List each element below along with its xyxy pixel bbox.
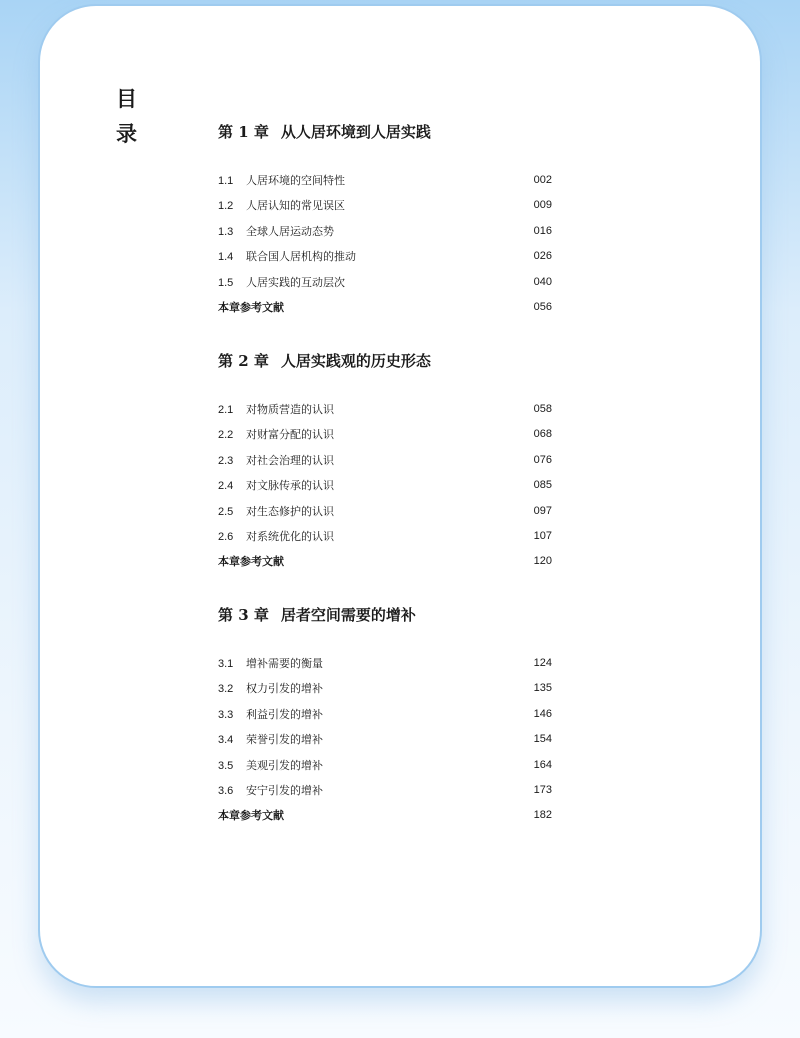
toc-entry[interactable] bbox=[218, 193, 558, 218]
page-number: 076 bbox=[533, 453, 552, 466]
chapter-name: 居者空间需要的增补 bbox=[280, 606, 416, 624]
page-number: 056 bbox=[533, 300, 552, 313]
toc-heading-char-2: 录 bbox=[116, 122, 137, 146]
section-title: 安宁引发的增补 bbox=[246, 783, 323, 797]
section-title: 对物质营造的认识 bbox=[246, 403, 334, 416]
references-title: 本章参考文献 bbox=[218, 300, 284, 314]
page-number: 026 bbox=[533, 250, 552, 263]
toc-entry[interactable] bbox=[218, 499, 558, 524]
section-number: 2.3 bbox=[218, 454, 234, 467]
section-title: 人居环境的空间特性 bbox=[246, 174, 345, 187]
toc-entry[interactable] bbox=[218, 702, 558, 727]
page-number: 085 bbox=[533, 479, 552, 492]
page-number: 124 bbox=[533, 657, 552, 669]
section-number: 1.2 bbox=[218, 200, 234, 213]
section-number: 2.5 bbox=[218, 505, 234, 518]
page-number: 107 bbox=[533, 529, 552, 542]
toc-entry-references[interactable] bbox=[218, 549, 558, 574]
toc-entry[interactable] bbox=[218, 727, 558, 752]
toc-heading bbox=[116, 82, 146, 152]
chapter-number: 第 2 章 bbox=[218, 352, 269, 370]
toc-entry[interactable] bbox=[218, 422, 558, 447]
section-number: 1.3 bbox=[218, 225, 234, 238]
chapter-number: 第 1 章 bbox=[218, 123, 269, 141]
section-number: 3.1 bbox=[218, 658, 234, 670]
page-number: 146 bbox=[533, 707, 552, 720]
section-number: 3.5 bbox=[218, 759, 234, 772]
references-title: 本章参考文献 bbox=[218, 555, 284, 569]
toc-entry[interactable] bbox=[218, 753, 558, 778]
toc-entry[interactable] bbox=[218, 397, 558, 422]
chapter-3 bbox=[218, 603, 558, 829]
page-number: 120 bbox=[533, 555, 552, 568]
page-number: 009 bbox=[533, 199, 552, 212]
chapter-title bbox=[218, 603, 558, 627]
section-title: 增补需要的衡量 bbox=[246, 657, 323, 670]
section-title: 利益引发的增补 bbox=[246, 707, 323, 721]
toc-entry[interactable] bbox=[218, 676, 558, 701]
section-number: 1.1 bbox=[218, 175, 234, 187]
section-title: 对系统优化的认识 bbox=[246, 529, 334, 543]
section-title: 对生态修护的认识 bbox=[246, 504, 334, 518]
section-title: 权力引发的增补 bbox=[246, 682, 323, 696]
section-number: 2.6 bbox=[218, 530, 234, 543]
section-number: 3.4 bbox=[218, 734, 234, 747]
section-title: 人居认知的常见误区 bbox=[246, 199, 345, 213]
toc-entry[interactable] bbox=[218, 651, 558, 676]
toc-entry-references[interactable] bbox=[218, 803, 558, 828]
chapter-title bbox=[218, 120, 558, 144]
page-number: 016 bbox=[533, 224, 552, 237]
toc-entry[interactable] bbox=[218, 270, 558, 295]
chapter-entries bbox=[218, 397, 558, 575]
page-number: 164 bbox=[533, 758, 552, 771]
section-number: 2.4 bbox=[218, 480, 234, 493]
chapter-2 bbox=[218, 349, 558, 575]
chapter-entries bbox=[218, 651, 558, 829]
page-number: 154 bbox=[533, 733, 552, 746]
section-number: 3.6 bbox=[218, 784, 234, 797]
section-number: 2.1 bbox=[218, 404, 234, 416]
chapter-entries bbox=[218, 168, 558, 320]
toc-heading-char-1: 目 bbox=[116, 87, 137, 111]
section-title: 人居实践的互动层次 bbox=[246, 275, 345, 289]
page-number: 002 bbox=[533, 174, 552, 186]
references-title: 本章参考文献 bbox=[218, 809, 284, 823]
section-title: 美观引发的增补 bbox=[246, 758, 323, 772]
toc-entry[interactable] bbox=[218, 244, 558, 269]
toc-entry[interactable] bbox=[218, 448, 558, 473]
page-number: 040 bbox=[533, 275, 552, 288]
section-number: 1.4 bbox=[218, 251, 234, 264]
chapter-name: 从人居环境到人居实践 bbox=[280, 123, 431, 141]
section-title: 全球人居运动态势 bbox=[246, 224, 334, 238]
section-title: 对财富分配的认识 bbox=[246, 428, 334, 442]
toc-entry[interactable] bbox=[218, 778, 558, 803]
section-title: 联合国人居机构的推动 bbox=[246, 250, 356, 264]
page-number: 182 bbox=[533, 809, 552, 822]
chapter-title bbox=[218, 349, 558, 373]
toc-entry[interactable] bbox=[218, 168, 558, 193]
page-number: 058 bbox=[533, 403, 552, 415]
section-title: 荣誉引发的增补 bbox=[246, 733, 323, 747]
section-number: 2.2 bbox=[218, 429, 234, 442]
chapter-name: 人居实践观的历史形态 bbox=[280, 352, 431, 370]
section-number: 3.2 bbox=[218, 683, 234, 696]
page-number: 068 bbox=[533, 428, 552, 441]
page-number: 173 bbox=[533, 783, 552, 796]
toc-entry[interactable] bbox=[218, 473, 558, 498]
toc-entry[interactable] bbox=[218, 524, 558, 549]
toc-entry[interactable] bbox=[218, 219, 558, 244]
section-title: 对文脉传承的认识 bbox=[246, 479, 334, 493]
section-title: 对社会治理的认识 bbox=[246, 453, 334, 467]
section-number: 3.3 bbox=[218, 708, 234, 721]
toc-entry-references[interactable] bbox=[218, 295, 558, 320]
page-number: 135 bbox=[533, 682, 552, 695]
chapter-1 bbox=[218, 120, 558, 320]
page-number: 097 bbox=[533, 504, 552, 517]
chapter-number: 第 3 章 bbox=[218, 606, 269, 624]
section-number: 1.5 bbox=[218, 276, 234, 289]
